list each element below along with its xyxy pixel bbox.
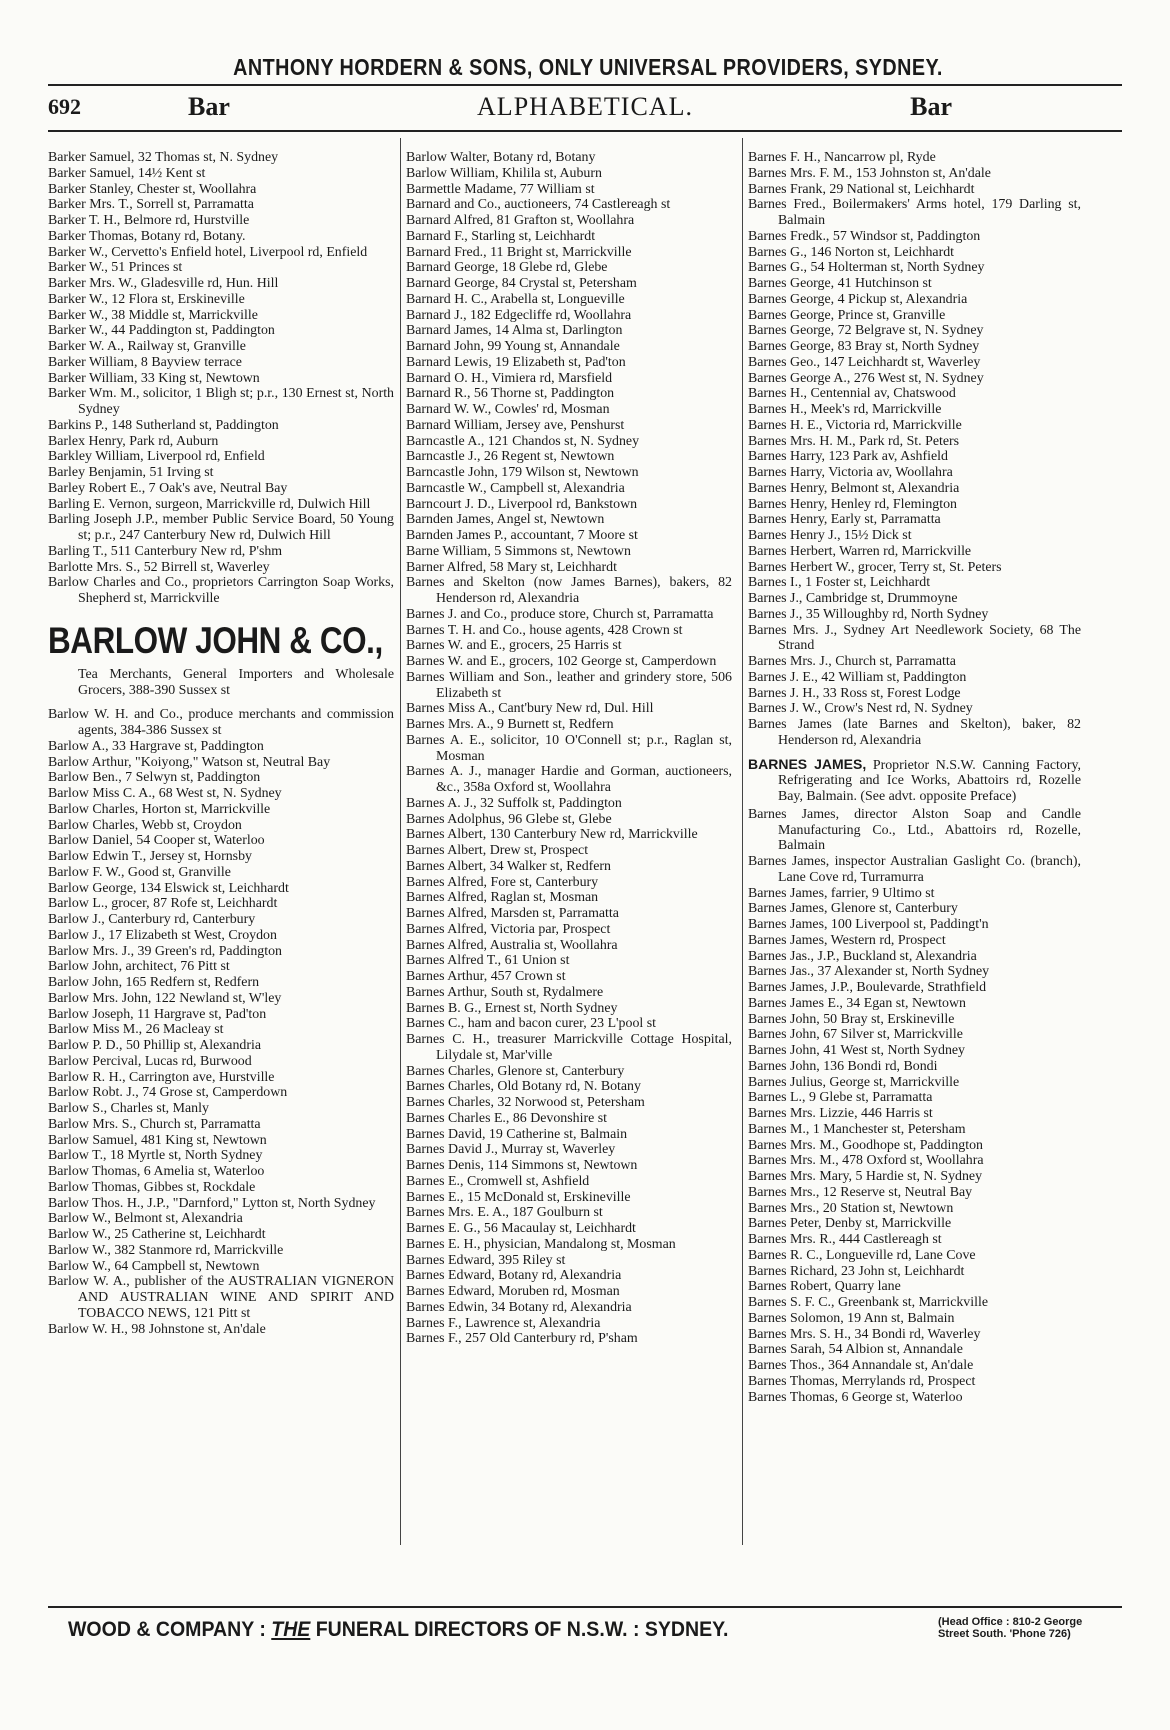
directory-entry: Barnes I., 1 Foster st, Leichhardt (748, 575, 931, 591)
footer-the: THE (271, 1618, 311, 1641)
page-header: ANTHONY HORDERN & SONS, ONLY UNIVERSAL PROVIDERS, SYDNEY. (233, 54, 943, 80)
directory-entry: Barley Robert E., 7 Oak's ave, Neutral Bay (48, 480, 288, 496)
directory-entry: Barnes H., Meek's rd, Marrickville (748, 402, 942, 417)
directory-entry: Barnes Charles, 32 Norwood st, Petersham (406, 1095, 645, 1110)
directory-entry: Barnes Alfred, Raglan st, Mosman (406, 890, 599, 906)
directory-entry: Barnes George, 72 Belgrave st, N. Sydney (748, 323, 984, 339)
directory-entry: Barnes Albert, Drew st, Prospect (406, 843, 589, 858)
footer-contact (938, 1616, 1082, 1640)
column-3 (748, 150, 1081, 1405)
directory-entry: Barnes E., Cromwell st, Ashfield (406, 1173, 590, 1189)
directory-entry: Barnes James, Western rd, Prospect (748, 932, 946, 948)
footer-tagline: FUNERAL DIRECTORS OF N.S.W. : SYDNEY. (310, 1618, 729, 1641)
directory-entry: Barne William, 5 Simmons st, Newtown (406, 543, 631, 559)
directory-entry: Barnes James, inspector Australian Gaslight Co. (branch), Lane Cove rd, Turramurra (748, 854, 1081, 885)
directory-entry: Barlex Henry, Park rd, Auburn (48, 433, 219, 449)
directory-entry: Barlow J., Canterbury rd, Canterbury (48, 912, 256, 927)
directory-entry: Barnes Julius, George st, Marrickville (748, 1074, 960, 1090)
directory-entry: Barnes M., 1 Manchester st, Petersham (748, 1121, 966, 1137)
directory-entry: Barlow John, 165 Redfern st, Redfern (48, 975, 260, 990)
column-1 (48, 150, 394, 1337)
directory-entry: Barlow W. H. and Co., produce merchants and commission agents, 384-386 Sussex st (48, 707, 394, 738)
directory-entry: Barnes Thomas, Merrylands rd, Prospect (748, 1373, 976, 1389)
directory-entry: Barnes L., 9 Glebe st, Parramatta (748, 1090, 933, 1106)
directory-entry: Barnes Miss A., Cant'bury New rd, Dul. Hill (406, 701, 654, 717)
directory-entry: Barnes A. E., solicitor, 10 O'Connell st; p.r., Raglan st, Mosman (406, 732, 732, 764)
directory-entry: Barlow Miss M., 26 Macleay st (48, 1022, 224, 1038)
directory-entry: Barnes Mrs. E. A., 187 Goulburn st (406, 1205, 603, 1221)
directory-entry: Barnes Mrs. F. M., 153 Johnston st, An'dale (748, 165, 991, 181)
directory-entry: Barker W., Cervetto's Enfield hotel, Liverpool rd, Enfield (48, 244, 368, 260)
directory-entry: Barlow W., Belmont st, Alexandria (48, 1211, 243, 1227)
directory-entry: Barlow W. A., publisher of the AUSTRALIAN VIGNERON AND AUSTRALIAN WINE AND SPIRIT AND TOBACCO NEWS, 121 Pitt st (48, 1274, 394, 1321)
directory-entry: Barnes George A., 276 West st, N. Sydney (748, 370, 984, 386)
directory-entry: Barker W. A., Railway st, Granville (48, 339, 246, 354)
directory-entry: Barnes Alfred, Fore st, Canterbury (406, 874, 599, 890)
section-title: ALPHABETICAL. (477, 92, 693, 121)
footer-advert-text (68, 1618, 728, 1642)
directory-entry: Barlow Thomas, Gibbes st, Rockdale (48, 1179, 256, 1195)
directory-entry: Barlow W., 64 Campbell st, Newtown (48, 1258, 260, 1274)
directory-entry: Barker William, 33 King st, Newtown (48, 370, 260, 386)
directory-entry: Barnes Fredk., 57 Windsor st, Paddington (748, 228, 981, 244)
directory-entry: Barnes James, J.P., Boulevarde, Strathfield (748, 980, 987, 995)
directory-columns (48, 150, 1128, 1730)
running-head (48, 92, 1122, 126)
directory-entry: Barlow Mrs. John, 122 Newland st, W'ley (48, 990, 282, 1006)
directory-entry: Barnes J. E., 42 William st, Paddington (748, 669, 967, 685)
entry-list-3a (748, 150, 1081, 749)
directory-entry: Barnes Geo., 147 Leichhardt st, Waverley (748, 354, 981, 370)
directory-entry: Barlow Mrs. S., Church st, Parramatta (48, 1116, 261, 1132)
directory-entry: Barnes James (late Barnes and Skelton), baker, 82 Henderson rd, Alexandria (748, 717, 1081, 748)
directory-entry: Barnes J. W., Crow's Nest rd, N. Sydney (748, 701, 973, 717)
directory-entry: Barnes H. E., Victoria rd, Marrickville (748, 417, 962, 433)
directory-entry: Barlow W., 25 Catherine st, Leichhardt (48, 1227, 266, 1242)
directory-entry: Barnes J. and Co., produce store, Church st, Parramatta (406, 606, 714, 622)
directory-entry: Barnard Lewis, 19 Elizabeth st, Pad'ton (406, 354, 626, 370)
directory-entry: Barnes A. J., manager Hardie and Gorman, auctioneers, &c., 358a Oxford st, Woollahra (406, 764, 732, 795)
directory-entry: Barnes John, 41 West st, North Sydney (748, 1043, 966, 1058)
directory-entry: Barncourt J. D., Liverpool rd, Bankstown (406, 496, 638, 512)
entry-list-2 (406, 150, 732, 1347)
directory-entry: Barnes Edward, 395 Riley st (406, 1252, 566, 1268)
directory-entry: Barnes Richard, 23 John st, Leichhardt (748, 1263, 965, 1279)
directory-entry: Barker Mrs. W., Gladesville rd, Hun. Hill (48, 276, 279, 291)
directory-entry: Barnes James, 100 Liverpool st, Paddingt'n (748, 917, 989, 932)
directory-entry: Barnes Albert, 34 Walker st, Redfern (406, 858, 612, 874)
right-key-word: Bar (910, 92, 952, 121)
directory-entry: Barlow Walter, Botany rd, Botany (406, 150, 596, 165)
directory-entry: Barnes George, 4 Pickup st, Alexandria (748, 291, 968, 307)
directory-entry: Barlow Joseph, 11 Hargrave st, Pad'ton (48, 1006, 267, 1022)
directory-entry: Barker W., 51 Princes st (48, 260, 183, 276)
directory-entry: Barlow R. H., Carrington ave, Hurstville (48, 1069, 275, 1085)
directory-entry: Barnes George, Prince st, Granville (748, 307, 946, 323)
directory-entry: Barlow Arthur, "Koiyong," Watson st, Neutral Bay (48, 754, 331, 770)
directory-entry: Barlow A., 33 Hargrave st, Paddington (48, 738, 264, 754)
directory-entry: Barnard J., 182 Edgecliffe rd, Woollahra (406, 307, 632, 323)
directory-entry: Barnes Denis, 114 Simmons st, Newtown (406, 1158, 638, 1173)
directory-entry: Barlow Thos. H., J.P., "Darnford," Lytton st, North Sydney (48, 1195, 376, 1211)
directory-entry: Barnes William and Son., leather and grindery store, 506 Elizabeth st (406, 669, 732, 701)
directory-entry: Barnes Mrs. R., 444 Castlereagh st (748, 1232, 942, 1247)
directory-entry: Barnes Henry, Early st, Parramatta (748, 512, 941, 528)
directory-entry: Barnard and Co., auctioneers, 74 Castlereagh st (406, 197, 671, 213)
directory-entry: Barker W., 38 Middle st, Marrickville (48, 307, 258, 323)
directory-entry: Barlow J., 17 Elizabeth st West, Croydon (48, 927, 277, 943)
display-advert-text: Tea Merchants, General Importers and Wholesale Grocers, 388-390 Sussex st (78, 666, 394, 698)
directory-entry: Barnes John, 50 Bray st, Erskineville (748, 1011, 955, 1027)
directory-entry: Barling Joseph J.P., member Public Service Board, 50 Young st; p.r., 247 Canterbury New rd, Dulwich Hill (48, 512, 394, 543)
directory-entry: Barnes Charles, Old Botany rd, N. Botany (406, 1079, 641, 1095)
directory-entry: Barlow Charles and Co., proprietors Carrington Soap Works, Shepherd st, Marrickville (48, 575, 394, 606)
directory-entry: Barmettle Madame, 77 William st (406, 181, 595, 197)
directory-entry: Barnes Thomas, 6 George st, Waterloo (748, 1389, 963, 1405)
directory-entry: Barnes Solomon, 19 Ann st, Balmain (748, 1310, 955, 1326)
directory-entry: Barnes Harry, Victoria av, Woollahra (748, 465, 953, 480)
directory-entry: Barley Benjamin, 51 Irving st (48, 465, 214, 480)
footer-company: WOOD & COMPANY : (68, 1618, 272, 1641)
directory-entry: Barnes John, 67 Silver st, Marrickville (748, 1027, 963, 1043)
directory-entry: Barlotte Mrs. S., 52 Birrell st, Waverley (48, 559, 270, 575)
directory-entry: Barnes Henry, Belmont st, Alexandria (748, 480, 960, 496)
directory-entry: Barnes James, director Alston Soap and Candle Manufacturing Co., Ltd., Abattoirs rd, Rozelle, Balmain (748, 806, 1081, 854)
directory-entry: Barlow Mrs. J., 39 Green's rd, Paddington (48, 943, 282, 959)
directory-entry: Barnes Mrs. H. M., Park rd, St. Peters (748, 433, 960, 449)
footer-rule (48, 1606, 1122, 1608)
directory-entry: Barncastle John, 179 Wilson st, Newtown (406, 465, 639, 480)
directory-entry: Barner Alfred, 58 Mary st, Leichhardt (406, 559, 617, 575)
directory-entry: Barnes Mrs. A., 9 Burnett st, Redfern (406, 717, 614, 732)
directory-entry: Barnes Edward, Botany rd, Alexandria (406, 1268, 622, 1284)
directory-entry: Barnard Alfred, 81 Grafton st, Woollahra (406, 213, 635, 228)
directory-entry: Barnes H., Centennial av, Chatswood (748, 386, 956, 402)
directory-entry: Barnes and Skelton (now James Barnes), bakers, 82 Henderson rd, Alexandria (406, 575, 732, 606)
directory-entry: Barnes James, Glenore st, Canterbury (748, 901, 958, 917)
directory-entry: Barlow F. W., Good st, Granville (48, 864, 231, 880)
directory-entry: Barnes James, farrier, 9 Ultimo st (748, 885, 935, 901)
directory-entry: Barnard George, 18 Glebe rd, Glebe (406, 260, 608, 276)
directory-entry: Barnes Mrs. M., Goodhope st, Paddington (748, 1137, 983, 1153)
directory-entry: Barlow Charles, Webb st, Croydon (48, 817, 242, 833)
directory-entry: Barling T., 511 Canterbury New rd, P'shm (48, 543, 283, 559)
directory-entry: Barnes Mrs., 20 Station st, Newtown (748, 1200, 954, 1216)
directory-entry: Barnes Jas., 37 Alexander st, North Sydney (748, 964, 990, 980)
directory-entry: Barnes W. and E., grocers, 102 George st, Camperdown (406, 654, 717, 669)
directory-entry: Barnes George, 41 Hutchinson st (748, 276, 932, 291)
directory-entry: Barnes Alfred, Marsden st, Parramatta (406, 906, 619, 921)
directory-entry: Barker Wm. M., solicitor, 1 Bligh st; p.r., 130 Ernest st, North Sydney (48, 386, 394, 417)
directory-entry: Barnard F., Starling st, Leichhardt (406, 228, 596, 244)
directory-entry: Barnard W. W., Cowles' rd, Mosman (406, 402, 610, 417)
directory-entry: Barncastle A., 121 Chandos st, N. Sydney (406, 433, 640, 449)
directory-entry: Barlow W. H., 98 Johnstone st, An'dale (48, 1321, 266, 1337)
directory-entry: Barnden James, Angel st, Newtown (406, 512, 605, 528)
directory-entry: Barnes Mrs., 12 Reserve st, Neutral Bay (748, 1184, 973, 1200)
title-rule (48, 130, 1122, 132)
directory-entry: Barlow Ben., 7 Selwyn st, Paddington (48, 770, 261, 786)
directory-entry: Barker T. H., Belmore rd, Hurstville (48, 213, 250, 228)
directory-entry: Barncastle J., 26 Regent st, Newtown (406, 449, 615, 465)
directory-entry: Barnes R. C., Longueville rd, Lane Cove (748, 1247, 976, 1263)
directory-entry: Barnes Mrs. S. H., 34 Bondi rd, Waverley (748, 1326, 981, 1342)
footer-contact-line-2: Street South. 'Phone 726) (938, 1628, 1071, 1640)
directory-entry: Barlow T., 18 Myrtle st, North Sydney (48, 1148, 263, 1164)
directory-entry: Barlow P. D., 50 Phillip st, Alexandria (48, 1038, 261, 1053)
directory-entry: Barlow Edwin T., Jersey st, Hornsby (48, 849, 252, 864)
directory-entry: Barker W., 44 Paddington st, Paddington (48, 323, 275, 339)
directory-entry: Barker Samuel, 32 Thomas st, N. Sydney (48, 150, 279, 165)
directory-entry: Barnes F., Lawrence st, Alexandria (406, 1315, 601, 1331)
directory-entry: Barnes E. G., 56 Macaulay st, Leichhardt (406, 1221, 636, 1236)
directory-entry: Barker William, 8 Bayview terrace (48, 354, 242, 370)
directory-entry: Barnes John, 136 Bondi rd, Bondi (748, 1058, 938, 1074)
directory-entry: Barnes E. H., physician, Mandalong st, Mosman (406, 1236, 676, 1252)
directory-entry: Barkley William, Liverpool rd, Enfield (48, 449, 265, 465)
directory-entry: Barnes Mrs. J., Sydney Art Needlework Society, 68 The Strand (748, 622, 1081, 654)
directory-entry: Barnes George, 83 Bray st, North Sydney (748, 339, 980, 354)
directory-entry: Barnes J., Cambridge st, Drummoyne (748, 591, 958, 606)
directory-entry: Barnes C. H., treasurer Marrickville Cottage Hospital, Lilydale st, Mar'ville (406, 1032, 732, 1063)
directory-entry: Barnes Mrs. Lizzie, 446 Harris st (748, 1106, 933, 1121)
directory-entry: Barlow S., Charles st, Manly (48, 1101, 209, 1116)
footer-contact-line-1: (Head Office : 810-2 George (938, 1616, 1083, 1628)
directory-entry: Barker Stanley, Chester st, Woollahra (48, 181, 257, 197)
directory-entry: Barnes James E., 34 Egan st, Newtown (748, 995, 966, 1011)
directory-entry: Barlow William, Khilila st, Auburn (406, 165, 602, 181)
directory-entry: Barnes Alfred T., 61 Union st (406, 953, 570, 969)
directory-entry: Barlow John, architect, 76 Pitt st (48, 959, 230, 975)
directory-entry: Barnes W. and E., grocers, 25 Harris st (406, 638, 622, 654)
directory-entry: Barnard R., 56 Thorne st, Paddington (406, 386, 615, 402)
directory-entry: Barnard William, Jersey ave, Penshurst (406, 417, 625, 433)
directory-entry: Barnes Henry J., 15½ Dick st (748, 528, 912, 543)
footer-advert (48, 1616, 1128, 1652)
directory-entry: Barker Mrs. T., Sorrell st, Parramatta (48, 197, 254, 213)
entry-list-1b (48, 707, 394, 1337)
directory-entry: Barnes Sarah, 54 Albion st, Annandale (748, 1342, 963, 1358)
directory-entry: Barkins P., 148 Sutherland st, Paddington (48, 417, 279, 433)
directory-entry: Barnes F., 257 Old Canterbury rd, P'sham (406, 1331, 638, 1347)
directory-entry: Barnes Charles, Glenore st, Canterbury (406, 1063, 625, 1079)
directory-entry: Barnes Alfred, Victoria par, Prospect (406, 921, 611, 937)
directory-entry: Barnes G., 146 Norton st, Leichhardt (748, 244, 954, 260)
directory-entry: Barlow W., 382 Stanmore rd, Marrickville (48, 1242, 284, 1258)
directory-entry: Barnard James, 14 Alma st, Darlington (406, 323, 623, 339)
directory-entry: Barnard Fred., 11 Bright st, Marrickville (406, 244, 632, 260)
directory-entry: Barlow Charles, Horton st, Marrickville (48, 801, 271, 817)
directory-entry: Barnes Mrs. M., 478 Oxford st, Woollahra (748, 1153, 984, 1169)
directory-entry: Barker W., 12 Flora st, Erskineville (48, 291, 245, 307)
directory-entry: Barnes Mrs. J., Church st, Parramatta (748, 654, 956, 669)
directory-entry: Barnes Mrs. Mary, 5 Hardie st, N. Sydney (748, 1169, 983, 1184)
directory-entry: Barnard H. C., Arabella st, Longueville (406, 291, 625, 307)
directory-entry: Barnes S. F. C., Greenbank st, Marrickville (748, 1295, 988, 1310)
header-rule (48, 84, 1122, 86)
directory-entry: Barnes Charles E., 86 Devonshire st (406, 1110, 607, 1126)
directory-entry: Barnes Arthur, South st, Rydalmere (406, 984, 604, 1000)
directory-entry: Barnes Henry, Henley rd, Flemington (748, 496, 957, 512)
directory-entry: Barnes Adolphus, 96 Glebe st, Glebe (406, 811, 612, 827)
directory-entry: Barnes Harry, 123 Park av, Ashfield (748, 449, 948, 465)
directory-entry: Barnes David J., Murray st, Waverley (406, 1142, 616, 1158)
entry-list-3b (748, 807, 1081, 1406)
directory-entry: Barnes B. G., Ernest st, North Sydney (406, 1000, 618, 1016)
feature-entry-text: Proprietor N.S.W. Canning Factory, Refrigerating and Ice Works, Abattoirs rd, Rozelle Bay, Balmain. (See advt. opposite Preface) (778, 757, 1081, 804)
directory-entry: Barnes C., ham and bacon curer, 23 L'pool st (406, 1016, 656, 1032)
directory-entry: Barnes Herbert, Warren rd, Marrickville (748, 543, 972, 559)
directory-entry: Barnes Edward, Moruben rd, Mosman (406, 1284, 620, 1299)
directory-entry: Barlow Samuel, 481 King st, Newtown (48, 1132, 267, 1148)
directory-entry: Barnes Herbert W., grocer, Terry st, St. Peters (748, 559, 1002, 575)
directory-entry: Barlow L., grocer, 87 Rofe st, Leichhardt (48, 896, 278, 912)
directory-entry: Barnden James P., accountant, 7 Moore st (406, 528, 638, 543)
directory-entry: Barlow Thomas, 6 Amelia st, Waterloo (48, 1164, 265, 1179)
directory-entry: Barker Samuel, 14½ Kent st (48, 165, 206, 181)
directory-entry: Barnard George, 84 Crystal st, Petersham (406, 276, 637, 291)
column-2 (406, 150, 732, 1347)
directory-entry: Barnes A. J., 32 Suffolk st, Paddington (406, 795, 622, 811)
directory-entry: Barlow Miss C. A., 68 West st, N. Sydney (48, 786, 282, 801)
directory-entry: Barlow Robt. J., 74 Grose st, Camperdown (48, 1085, 288, 1101)
directory-entry: Barling E. Vernon, surgeon, Marrickville rd, Dulwich Hill (48, 496, 371, 512)
directory-entry: Barnes F. H., Nancarrow pl, Ryde (748, 150, 936, 165)
directory-entry: Barnes Thos., 364 Annandale st, An'dale (748, 1358, 974, 1373)
directory-entry: Barlow George, 134 Elswick st, Leichhardt (48, 880, 289, 896)
directory-entry: Barnes J., 35 Willoughby rd, North Sydney (748, 606, 989, 622)
feature-entry-name: BARNES JAMES, (748, 755, 867, 772)
directory-entry: Barker Thomas, Botany rd, Botany. (48, 228, 246, 244)
directory-entry: Barlow Daniel, 54 Cooper st, Waterloo (48, 833, 265, 849)
directory-entry: Barnes G., 54 Holterman st, North Sydney (748, 260, 985, 276)
directory-entry: Barnes Albert, 130 Canterbury New rd, Marrickville (406, 827, 698, 843)
directory-entry: Barnes Alfred, Australia st, Woollahra (406, 937, 618, 953)
directory-entry: Barnes Jas., J.P., Buckland st, Alexandria (748, 948, 977, 964)
directory-entry: Barlow Percival, Lucas rd, Burwood (48, 1053, 252, 1069)
directory-entry: Barnard John, 99 Young st, Annandale (406, 339, 620, 354)
directory-entry: Barnes Peter, Denby st, Marrickville (748, 1216, 952, 1232)
feature-entry (748, 757, 1081, 805)
directory-entry: Barnes E., 15 McDonald st, Erskineville (406, 1189, 631, 1205)
page-number: 692 (48, 94, 81, 119)
display-advert-name: BARLOW JOHN & CO., (48, 619, 383, 661)
directory-entry: Barnes David, 19 Catherine st, Balmain (406, 1126, 628, 1142)
directory-entry: Barncastle W., Campbell st, Alexandria (406, 480, 625, 496)
directory-entry: Barnes Fred., Boilermakers' Arms hotel, 179 Darling st, Balmain (748, 197, 1081, 228)
directory-entry: Barnes Frank, 29 National st, Leichhardt (748, 181, 975, 197)
directory-entry: Barnes J. H., 33 Ross st, Forest Lodge (748, 685, 961, 701)
entry-list-1a (48, 150, 394, 607)
directory-entry: Barnes Edwin, 34 Botany rd, Alexandria (406, 1299, 632, 1315)
directory-entry: Barnes Arthur, 457 Crown st (406, 969, 566, 984)
directory-entry: Barnes Robert, Quarry lane (748, 1279, 901, 1295)
directory-entry: Barnard O. H., Vimiera rd, Marsfield (406, 370, 613, 386)
left-key-word: Bar (188, 92, 230, 121)
directory-entry: Barnes T. H. and Co., house agents, 428 Crown st (406, 622, 683, 638)
